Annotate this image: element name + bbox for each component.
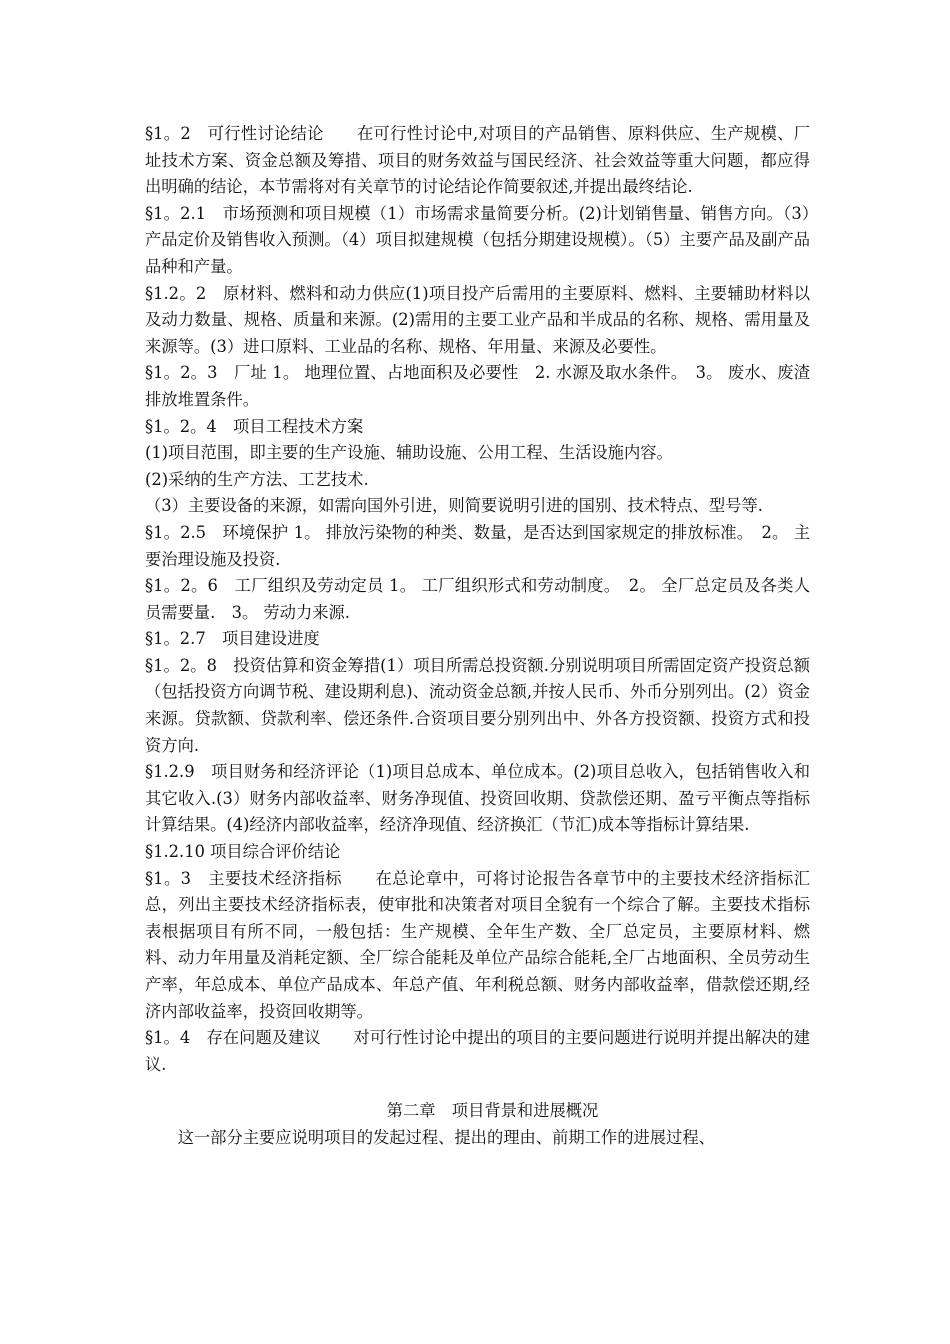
section-1-2-4-item-3: （3）主要设备的来源，如需向国外引进，则简要说明引进的国别、技术特点、型号等.	[145, 496, 763, 516]
section-1-2-2: §1.2。2 原材料、燃料和动力供应(1)项目投产后需用的主要原料、燃料、主要辅助材料以及动力数量、规格、质量和来源。(2)需用的主要工业产品和半成品的名称、规格、需用量及来源等。(3）进口原料、工业品的名称、规格、年用量、来源及必要性。	[145, 283, 810, 356]
section-1-2-1: §1。2.1 市场预测和项目规模（1）市场需求量简要分析。(2)计划销售量、销售方向。（3）产品定价及销售收入预测。（4）项目拟建规模（包括分期建设规模）。（5）主要产品及副产品品种和产量。	[145, 203, 810, 276]
section-1-3: §1。3 主要技术经济指标 在总论章中，可将讨论报告各章节中的主要技术经济指标汇总，列出主要技术经济指标表，使审批和决策者对项目全貌有一个综合了解。主要技术指标表根据项目有所不同，一般包括：生产规模、全年生产数、全厂总定员，主要原材料、燃料、动力年用量及消耗定额、全厂综合能耗及单位产品综合能耗,全厂占地面积、全员劳动生产率，年总成本、单位产品成本、年总产值、年利税总额、财务内部收益率，借款偿还期,经济内部收益率，投资回收期等。	[145, 868, 810, 1021]
section-1-2-5: §1。2.5 环境保护 1。 排放污染物的种类、数量，是否达到国家规定的排放标准。 2。 主要治理设施及投资.	[145, 522, 810, 569]
section-1-2-10: §1.2.10 项目综合评价结论	[145, 842, 341, 862]
section-1-2: §1。2 可行性讨论结论 在可行性讨论中,对项目的产品销售、原料供应、生产规模、厂址技术方案、资金总额及筹措、项目的财务效益与国民经济、社会效益等重大问题，都应得出明确的结论，本节需将对有关章节的讨论结论作简要叙述,并提出最终结论.	[145, 124, 810, 197]
section-1-2-9: §1.2.9 项目财务和经济评论（1)项目总成本、单位成本。(2)项目总收入，包括销售收入和其它收入.(3）财务内部收益率、财务净现值、投资回收期、贷款偿还期、盈亏平衡点等指标计算结果。(4)经济内部收益率，经济净现值、经济换汇（节汇)成本等指标计算结果.	[145, 762, 810, 835]
section-1-2-4-item-1: (1)项目范围，即主要的生产设施、辅助设施、公用工程、生活设施内容。	[145, 443, 673, 463]
chapter-intro: 这一部分主要应说明项目的发起过程、提出的理由、前期工作的进展过程、	[177, 1127, 715, 1147]
chapter-title: 第二章 项目背景和进展概况	[386, 1101, 599, 1121]
section-1-2-4: §1。2。4 项目工程技术方案	[145, 416, 364, 436]
section-1-2-3: §1。2。3 厂址 1。 地理位置、占地面积及必要性 2. 水源及取水条件。 3。 废水、废渣排放堆置条件。	[145, 363, 810, 409]
document-page	[145, 121, 810, 1152]
section-1-2-7: §1。2.7 项目建设进度	[145, 629, 320, 649]
section-1-2-6: §1。2。6 工厂组织及劳动定员 1。 工厂组织形式和劳动制度。 2。 全厂总定员及各类人员需要量. 3。 劳动力来源.	[145, 576, 810, 622]
section-1-4: §1。4 存在问题及建议 对可行性讨论中提出的项目的主要问题进行说明并提出解决的建议.	[145, 1028, 810, 1074]
section-1-2-4-item-2: (2)采纳的生产方法、工艺技术.	[145, 469, 369, 489]
section-1-2-8: §1。2。8 投资估算和资金筹措(1）项目所需总投资额.分别说明项目所需固定资产投资总额（包括投资方向调节税、建设期利息)、流动资金总额,并按人民币、外币分别列出。(2）资金来源。贷款额、贷款利率、偿还条件.合资项目要分别列出中、外各方投资额、投资方式和投资方向.	[145, 655, 810, 755]
